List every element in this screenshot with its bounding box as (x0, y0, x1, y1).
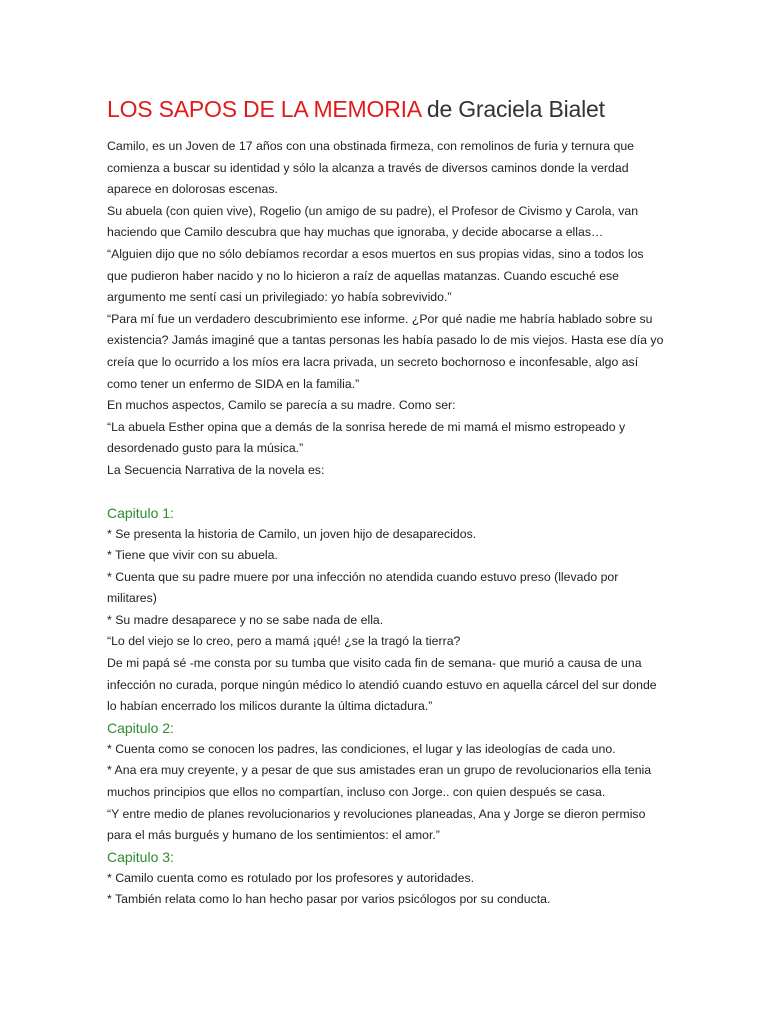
chapter-1-item: * Se presenta la historia de Camilo, un joven hijo de desaparecidos. (107, 526, 477, 541)
chapter-3-item: * Camilo cuenta como es rotulado por los profesores y autoridades. (107, 870, 475, 885)
chapter-2-item: * Cuenta como se conocen los padres, las condiciones, el lugar y las ideologías de cada uno. (107, 741, 616, 756)
title-book-name: LOS SAPOS DE LA MEMORIA (107, 96, 421, 122)
document-page (107, 92, 667, 911)
chapter-1-item: * Tiene que vivir con su abuela. (107, 548, 278, 563)
intro-quote: “Alguien dijo que no sólo debíamos recordar a esos muertos en sus propias vidas, sino a todos los que pudieron haber nacido y no lo hicieron a raíz de aquellas matanzas. Cuando escuché ese argumento me sentí casi un privilegiado: yo había sobrevivido.” (107, 246, 644, 305)
title-author: de Graciela Bialet (420, 96, 605, 122)
chapter-1-quote: “Lo del viejo se lo creo, pero a mamá ¡qué! ¿se la tragó la tierra? (107, 634, 461, 649)
chapter-3-heading: Capitulo 3: (107, 848, 174, 865)
chapter-2-quote: “Y entre medio de planes revolucionarios y revoluciones planeadas, Ana y Jorge se dieron permiso para el más burgués y humano de los sentimientos: el amor.” (107, 806, 646, 843)
intro-quote: “Para mí fue un verdadero descubrimiento ese informe. ¿Por qué nadie me habría hablado sobre su existencia? Jamás imaginé que a tantas personas les había pasado lo de mis viejos. Hasta ese día yo creía que lo ocurrido a los míos era lacra privada, un secreto bochornoso e inconfesable, algo así como tener un enfermo de SIDA en la familia.” (107, 311, 664, 391)
chapter-2-item: * Ana era muy creyente, y a pesar de que sus amistades eran un grupo de revolucionarios ella tenia muchos principios que ellos no compartían, incluso con Jorge.. con quien después se casa. (107, 763, 652, 800)
chapter-1-item: * Cuenta que su padre muere por una infección no atendida cuando estuvo preso (llevado por militares) (107, 569, 619, 606)
chapter-3-item: * También relata como lo han hecho pasar por varios psicólogos por su conducta. (107, 892, 551, 907)
chapter-2-heading: Capitulo 2: (107, 719, 174, 736)
chapter-1-item: * Su madre desaparece y no se sabe nada de ella. (107, 612, 384, 627)
section-spacer (107, 482, 667, 503)
intro-paragraph: Su abuela (con quien vive), Rogelio (un amigo de su padre), el Profesor de Civismo y Carola, van haciendo que Camilo descubra que hay muchas que ignoraba, y decide abocarse a ellas… (107, 203, 639, 240)
intro-paragraph: En muchos aspectos, Camilo se parecía a su madre. Como ser: (107, 398, 456, 413)
intro-quote: “La abuela Esther opina que a demás de la sonrisa herede de mi mamá el mismo estropeado y desordenado gusto para la música.” (107, 419, 626, 456)
document-title (107, 92, 667, 126)
chapter-1-quote: De mi papá sé -me consta por su tumba que visito cada fin de semana- que murió a causa de una infección no curada, porque ningún médico lo atendió cuando estuvo en aquella cárcel del sur donde lo habían encerrado los milicos durante la última dictadura.” (107, 656, 657, 714)
intro-paragraph: Camilo, es un Joven de 17 años con una obstinada firmeza, con remolinos de furia y ternura que comienza a buscar su identidad y sólo la alcanza a través de diversos caminos donde la verdad aparece en dolorosas escenas. (107, 139, 635, 197)
intro-paragraph: La Secuencia Narrativa de la novela es: (107, 462, 325, 477)
chapter-1-heading: Capitulo 1: (107, 504, 174, 521)
